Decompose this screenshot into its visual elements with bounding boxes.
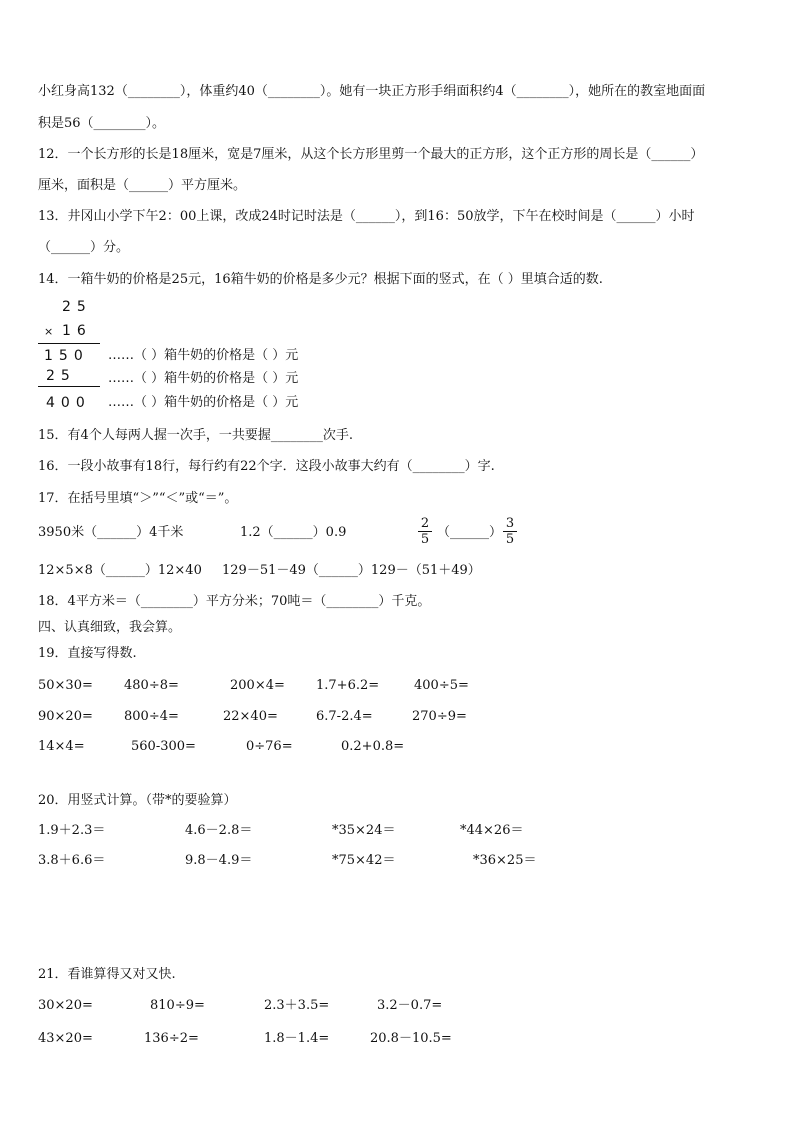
q13-line1: 13．井冈山小学下午2：00上课，改成24时记时法是（______），到16：50放学，下午在校时间是（______）小时 [38,209,695,224]
fraction-denominator: 5 [505,532,515,547]
calc-item: 3.8＋6.6＝ [38,853,106,868]
times-sign: × [44,325,54,338]
q12-line1: 12．一个长方形的长是18厘米，宽是7厘米，从这个长方形里剪一个最大的正方形，这个正方形的周长是（______） [38,147,704,162]
q17-compare-1: 3950米（______）4千米 [38,525,184,540]
calc-item: 480÷8= [124,678,179,693]
calc-item: 4.6－2.8＝ [185,823,253,838]
q17-fraction-blank: （______） [437,525,503,540]
calc-item: 560-300= [131,739,196,754]
partial-product-1: 150 [44,348,89,364]
calc-item: 810÷9= [150,998,205,1013]
calc-item: *36×25＝ [473,853,537,868]
q17-text: 17．在括号里填“＞”“＜”或“＝”。 [38,491,238,506]
q15-text: 15．有4个人每两人握一次手，一共要握________次手. [38,428,353,443]
calc-item: *75×42＝ [332,853,396,868]
calc-item: 9.8－4.9＝ [185,853,253,868]
calc-item: 14×4= [38,739,85,754]
q11-line2: 积是56（________）。 [38,116,166,131]
q11-line1: 小红身高132（________），体重约40（________）。她有一块正方形手绢面积约4（________），她所在的教室地面面 [38,84,706,99]
q20-text: 20．用竖式计算。（带*的要验算） [38,793,237,808]
q17-compare-2: 1.2（______）0.9 [240,525,347,540]
q16-text: 16．一段小故事有18行，每行约有22个字．这段小故事大约有（________）字. [38,459,495,474]
q19-text: 19．直接写得数. [38,646,137,661]
calc-item: 3.2－0.7= [377,998,443,1013]
calc-item: *35×24＝ [332,823,396,838]
calc-item: 1.9＋2.3＝ [38,823,106,838]
calc-item: 2.3＋3.5= [264,998,330,1013]
calc-item: 6.7-2.4= [316,709,373,724]
q21-text: 21．看谁算得又对又快. [38,967,176,982]
calc-item: 1.7+6.2= [316,678,380,693]
explain-line-3: ……（ ）箱牛奶的价格是（ ）元 [108,395,299,410]
partial-product-2: 25 [46,368,76,384]
explain-line-2: ……（ ）箱牛奶的价格是（ ）元 [108,371,299,386]
fraction-three-fifths [503,516,517,547]
q17-compare-4: 129－51－49（______）129－（51＋49） [222,563,481,578]
calc-item: 136÷2= [144,1031,199,1046]
rule-bottom [38,386,100,387]
fraction-denominator: 5 [420,532,430,547]
q13-line2: （______）分。 [38,240,130,255]
calc-item: 400÷5= [414,678,469,693]
rule-top [38,343,100,344]
calc-item: 270÷9= [412,709,467,724]
calc-item: 90×20= [38,709,93,724]
calc-item: 0.2+0.8= [341,739,405,754]
calc-item: 1.8－1.4= [264,1031,330,1046]
q12-line2: 厘米，面积是（______）平方厘米。 [38,178,247,193]
q14-text: 14．一箱牛奶的价格是25元，16箱牛奶的价格是多少元？根据下面的竖式，在（ ）里填合适的数. [38,272,603,287]
section-title: 四、认真细致，我会算。 [38,620,182,635]
calc-item: 22×40= [223,709,278,724]
calc-item: 30×20= [38,998,93,1013]
product-result: 400 [46,395,91,411]
calc-item: 800÷4= [124,709,179,724]
calc-item: *44×26＝ [460,823,524,838]
multiplier: 16 [62,323,92,339]
q18-text: 18．4平方米＝（________）平方分米；70吨＝（________）千克。 [38,594,431,609]
calc-item: 0÷76= [246,739,293,754]
calc-item: 50×30= [38,678,93,693]
multiplicand: 25 [62,299,92,315]
explain-line-1: ……（ ）箱牛奶的价格是（ ）元 [108,348,299,363]
fraction-numerator: 3 [503,516,517,532]
q17-compare-3: 12×5×8（______）12×40 [38,563,202,578]
calc-item: 200×4= [230,678,285,693]
calc-item: 20.8－10.5= [370,1031,452,1046]
fraction-numerator: 2 [418,516,432,532]
calc-item: 43×20= [38,1031,93,1046]
fraction-two-fifths [418,516,432,547]
